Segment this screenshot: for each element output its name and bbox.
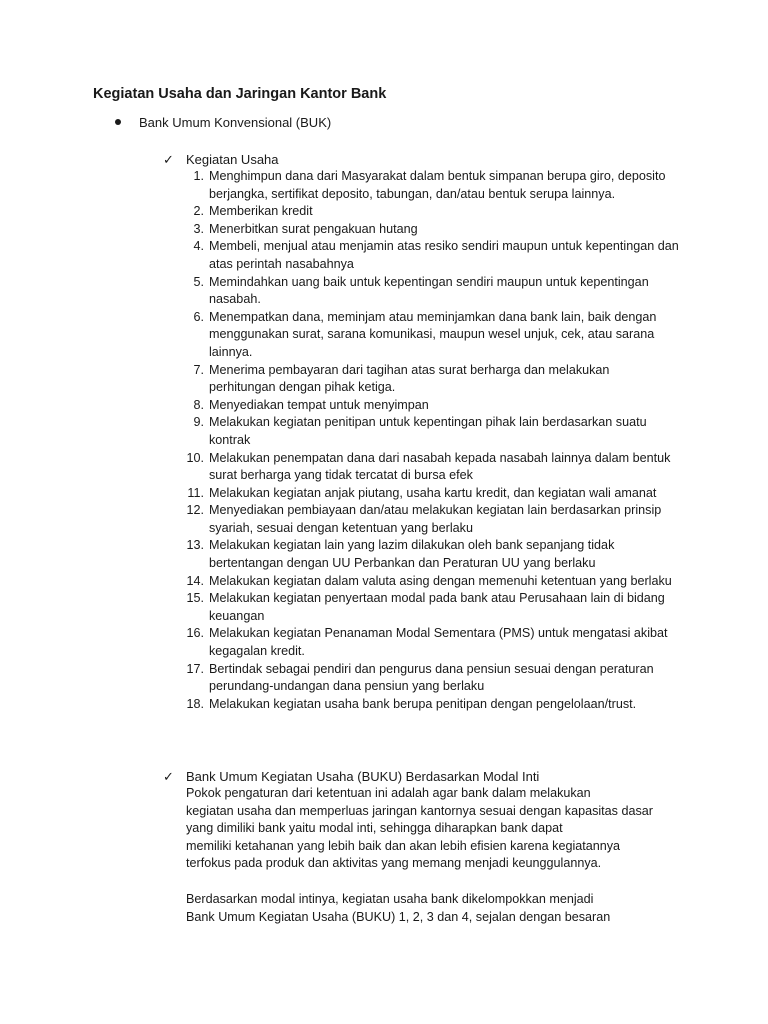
- list-item: [0, 590, 679, 625]
- list-item-number: 10.: [186, 450, 204, 465]
- list-item-text: Melakukan kegiatan penyertaan modal pada bank atau Perusahaan lain di bidang keuangan: [209, 591, 665, 623]
- section2-paragraph-2: [186, 891, 686, 926]
- bullet-heading: Bank Umum Konvensional (BUK): [139, 115, 332, 130]
- section2-heading: Bank Umum Kegiatan Usaha (BUKU) Berdasarkan Modal Inti: [186, 769, 540, 784]
- list-item-text: Menyediakan tempat untuk menyimpan: [209, 397, 429, 412]
- list-item-number: 8.: [193, 397, 204, 412]
- list-item-number: 18.: [186, 696, 204, 711]
- list-item-text: Membeli, menjual atau menjamin atas resiko sendiri maupun untuk kepentingan dan atas perintah nasabahnya: [209, 239, 679, 271]
- list-item-text: Menerima pembayaran dari tagihan atas surat berharga dan melakukan perhitungan dengan pihak ketiga.: [209, 362, 610, 395]
- list-item: [0, 537, 679, 572]
- paragraph-line: terfokus pada produk dan aktivitas yang memang menjadi keunggulannya.: [186, 856, 602, 871]
- list-item-number: 2.: [193, 204, 204, 219]
- list-item: [0, 485, 679, 503]
- list-item-number: 16.: [186, 626, 204, 641]
- list-item-text: Melakukan kegiatan lain yang lazim dilakukan oleh bank sepanjang tidak bertentangan dengan UU Perbankan dan Peraturan UU yang berlaku: [209, 538, 615, 571]
- list-item: [0, 414, 679, 449]
- checkmark-icon: ✓: [163, 769, 174, 784]
- list-item: [0, 502, 679, 537]
- paragraph-line: Pokok pengaturan dari ketentuan ini adalah agar bank dalam melakukan: [186, 786, 591, 800]
- list-item-text: Memberikan kredit: [209, 204, 313, 219]
- list-item-number: 12.: [186, 503, 204, 518]
- checkmark-icon: ✓: [163, 152, 174, 167]
- paragraph-line: Bank Umum Kegiatan Usaha (BUKU) 1, 2, 3 dan 4, sejalan dengan besaran: [186, 909, 611, 924]
- list-item-text: Menyediakan pembiayaan dan/atau melakukan kegiatan lain berdasarkan prinsip syariah, sesuai dengan ketentuan yang berlaku: [209, 503, 662, 535]
- list-item-number: 11.: [187, 485, 204, 500]
- list-item-text: Menerbitkan surat pengakuan hutang: [209, 221, 418, 236]
- list-item-number: 1.: [193, 169, 204, 183]
- list-item-number: 4.: [193, 239, 204, 254]
- list-item-number: 15.: [186, 591, 204, 606]
- list-item-number: 5.: [193, 274, 204, 289]
- list-item-text: Melakukan kegiatan Penanaman Modal Sementara (PMS) untuk mengatasi akibat kegagalan kredit.: [209, 626, 668, 659]
- list-item: [0, 661, 679, 696]
- list-item: [0, 203, 679, 221]
- list-item: [0, 696, 679, 714]
- document-title: Kegiatan Usaha dan Jaringan Kantor Bank: [93, 86, 387, 102]
- list-item-text: Melakukan penempatan dana dari nasabah kepada nasabah lainnya dalam bentuk surat berharga yang tidak tercatat di bursa efek: [209, 450, 671, 483]
- list-item-text: Menghimpun dana dari Masyarakat dalam bentuk simpanan berupa giro, deposito berjangka, sertifikat deposito, tabungan, dan/atau bentuk serupa lainnya.: [209, 169, 666, 201]
- list-item: [0, 573, 679, 591]
- list-item: [0, 274, 679, 309]
- list-item: [0, 238, 679, 273]
- paragraph-line: kegiatan usaha dan memperluas jaringan kantornya sesuai dengan kapasitas dasar: [186, 803, 653, 818]
- list-item: [0, 221, 679, 239]
- list-item-number: 6.: [193, 309, 204, 324]
- list-item-text: Menempatkan dana, meminjam atau meminjamkan dana bank lain, baik dengan menggunakan surat, sarana komunikasi, maupun wesel unjuk, cek, atau sarana lainnya.: [209, 309, 657, 359]
- list-item: [0, 168, 679, 203]
- list-item-number: 9.: [193, 415, 204, 430]
- list-item-number: 13.: [186, 538, 204, 553]
- list-item-text: Melakukan kegiatan anjak piutang, usaha kartu kredit, dan kegiatan wali amanat: [209, 485, 657, 500]
- list-item-text: Melakukan kegiatan penitipan untuk kepentingan pihak lain berdasarkan suatu kontrak: [209, 415, 647, 447]
- list-item: [0, 625, 679, 660]
- paragraph-line: Berdasarkan modal intinya, kegiatan usaha bank dikelompokkan menjadi: [186, 892, 594, 906]
- section2-paragraph-1: [186, 785, 686, 873]
- list-item-number: 3.: [193, 221, 204, 236]
- list-item-text: Memindahkan uang baik untuk kepentingan sendiri maupun untuk kepentingan nasabah.: [209, 274, 649, 307]
- list-item-text: Melakukan kegiatan dalam valuta asing dengan memenuhi ketentuan yang berlaku: [209, 573, 672, 588]
- activities-list: [0, 168, 768, 713]
- list-item: [0, 397, 679, 415]
- list-item: [0, 450, 679, 485]
- list-item-text: Melakukan kegiatan usaha bank berupa penitipan dengan pengelolaan/trust.: [209, 696, 637, 711]
- section1-heading: Kegiatan Usaha: [186, 152, 279, 167]
- paragraph-line: yang dimiliki bank yaitu modal inti, sehingga diharapkan bank dapat: [186, 821, 563, 836]
- paragraph-line: memiliki ketahanan yang lebih baik dan akan lebih efisien karena kegiatannya: [186, 838, 621, 853]
- list-item-number: 17.: [186, 661, 204, 676]
- list-item: [0, 309, 679, 362]
- list-item-number: 7.: [193, 362, 204, 377]
- list-item: [0, 362, 679, 397]
- bullet-icon: [115, 119, 121, 125]
- list-item-text: Bertindak sebagai pendiri dan pengurus dana pensiun sesuai dengan peraturan perundang-undangan dana pensiun yang berlaku: [209, 661, 654, 694]
- list-item-number: 14.: [186, 573, 204, 588]
